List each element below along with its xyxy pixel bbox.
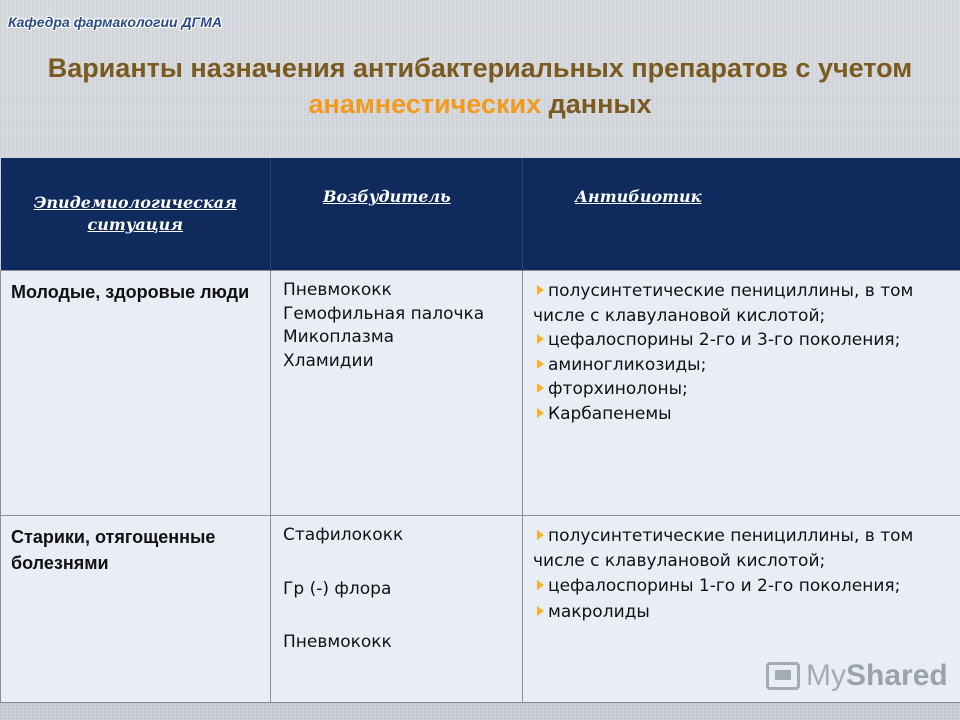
header-pathogen: Возбудитель [271, 158, 523, 271]
watermark-prefix: My [806, 659, 846, 692]
pathogen-item: Пневмококк [283, 280, 392, 300]
antibiotic-list [533, 279, 950, 426]
slide-title [0, 50, 960, 122]
arrow-bullet-icon [537, 606, 544, 616]
pathogen-item: Гемофильная палочка [283, 303, 485, 324]
list-item [533, 574, 950, 599]
antibiotic-list [533, 524, 950, 624]
pathogen-item: Хламидии [283, 350, 374, 371]
antibiotic-text: макролиды [548, 601, 650, 622]
arrow-bullet-icon [537, 359, 544, 369]
pathogen-cell [271, 516, 523, 703]
situation-cell: Молодые, здоровые люди [1, 271, 271, 516]
antibiotic-text: фторхинолоны; [548, 379, 688, 399]
antibiotic-text: аминогликозиды; [548, 354, 707, 375]
arrow-bullet-icon [537, 285, 544, 295]
header-antibiotic: Антибиотик [523, 158, 960, 271]
list-item [533, 402, 950, 427]
myshared-watermark [766, 656, 948, 696]
list-item [533, 279, 950, 328]
arrow-bullet-icon [537, 580, 544, 590]
pathogen-item: Пневмококк [283, 632, 392, 652]
list-item [533, 377, 950, 402]
arrow-bullet-icon [537, 408, 544, 418]
antibiotic-text: полусинтетические пенициллины, в том числе с клавулановой кислотой; [533, 281, 914, 326]
list-item [533, 353, 950, 378]
situation-cell: Старики, отягощенные болезнями [1, 516, 271, 703]
antibiotic-text: цефалоспорины 2-го и 3-го поколения; [548, 330, 901, 350]
watermark-text [806, 659, 948, 693]
pathogen-cell [271, 271, 523, 516]
title-accent: анамнестических [308, 89, 542, 119]
pathogen-item: Микоплазма [283, 327, 395, 347]
watermark-suffix: Shared [846, 659, 948, 692]
antibiotics-table [0, 158, 960, 703]
list-item [533, 524, 950, 573]
antibiotic-cell [523, 271, 960, 516]
pathogen-item: Стафилококк [283, 525, 404, 545]
arrow-bullet-icon [537, 530, 544, 540]
title-part2: данных [548, 89, 652, 119]
arrow-bullet-icon [537, 383, 544, 393]
table-row [1, 271, 960, 516]
list-item [533, 600, 950, 625]
presentation-icon [766, 662, 800, 690]
header-situation: Эпидемиологическая ситуация [1, 158, 271, 271]
table-header-row [1, 158, 960, 271]
title-part1: Варианты назначения антибактериальных препаратов с учетом [47, 53, 913, 83]
antibiotic-text: цефалоспорины 1-го и 2-го поколения; [548, 576, 901, 596]
department-label: Кафедра фармакологии ДГМА [8, 14, 222, 30]
pathogen-item: Гр (-) флора [283, 578, 392, 599]
antibiotic-text: полусинтетические пенициллины, в том числе с клавулановой кислотой; [533, 526, 914, 571]
list-item [533, 328, 950, 353]
antibiotic-text: Карбапенемы [548, 403, 672, 424]
arrow-bullet-icon [537, 334, 544, 344]
